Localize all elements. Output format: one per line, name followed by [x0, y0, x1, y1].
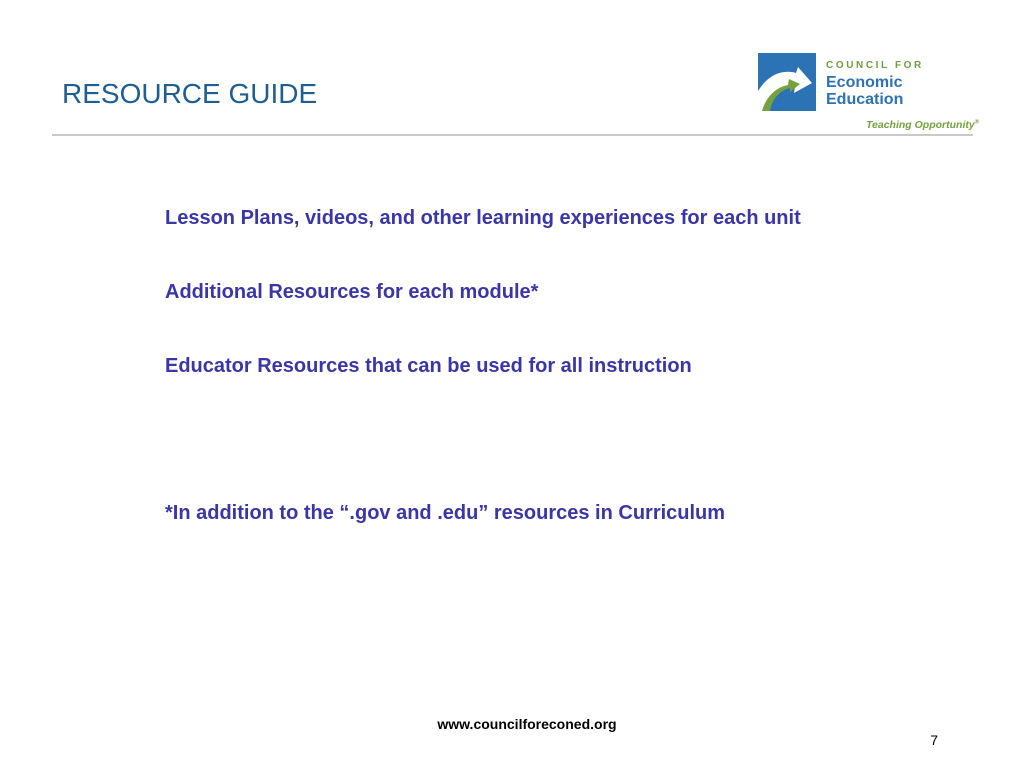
registered-mark: ® [974, 119, 980, 126]
arrow-logo-icon [758, 53, 816, 111]
resource-item-lesson-plans: Lesson Plans, videos, and other learning experiences for each unit [165, 207, 801, 229]
page-number: 7 [930, 732, 938, 748]
council-for-economic-education-logo [758, 53, 980, 135]
logo-tagline-text: Teaching Opportunity [866, 119, 975, 131]
logo-main-line1: Economic [826, 74, 903, 91]
logo-top-text: COUNCIL FOR [826, 60, 924, 71]
logo-tagline [866, 119, 979, 131]
logo-main-line2: Education [826, 91, 904, 108]
footer-url[interactable]: www.councilforeconed.org [437, 716, 617, 732]
slide-title: RESOURCE GUIDE [62, 78, 318, 109]
logo-main-text [826, 74, 903, 108]
title-divider [52, 134, 973, 136]
resource-list [165, 205, 801, 427]
resource-item-additional-resources: Additional Resources for each module* [165, 281, 539, 303]
resource-item-educator-resources: Educator Resources that can be used for all instruction [165, 355, 692, 377]
footnote: *In addition to the “.gov and .edu” resources in Curriculum [165, 502, 726, 524]
